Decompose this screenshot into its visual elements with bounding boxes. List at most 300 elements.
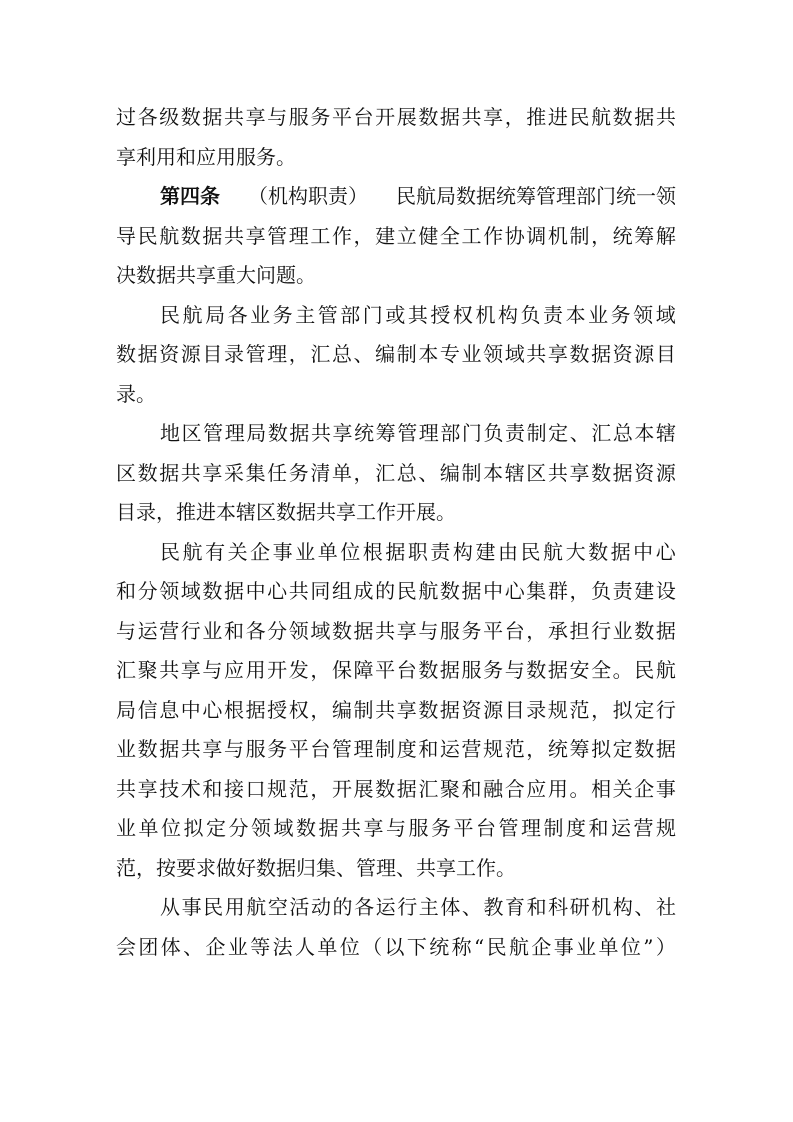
glyph: ，	[310, 697, 331, 722]
glyph: 理	[267, 342, 288, 366]
glyph: 共	[375, 697, 396, 722]
glyph: ，	[569, 579, 590, 603]
glyph: 目	[504, 697, 525, 722]
glyph: 筹	[375, 421, 396, 445]
text-line	[116, 612, 676, 652]
glyph: 服	[439, 618, 460, 643]
glyph: 源	[634, 342, 655, 366]
glyph: 领	[633, 302, 654, 327]
glyph: 用	[245, 658, 266, 682]
glyph: 共	[180, 460, 201, 485]
glyph: 汇	[418, 776, 439, 801]
glyph: 管	[317, 302, 338, 327]
glyph: 承	[547, 618, 568, 643]
glyph: 拟	[591, 737, 612, 761]
glyph: 平	[331, 105, 352, 129]
glyph: 共	[159, 658, 180, 682]
glyph: 体	[440, 895, 461, 919]
glyph: 数	[180, 223, 201, 248]
glyph: 行	[397, 895, 418, 919]
glyph: 进	[547, 105, 568, 129]
glyph: 数	[612, 105, 633, 129]
glyph: 资	[612, 342, 633, 366]
glyph: 共	[223, 223, 244, 248]
glyph: 定	[612, 737, 633, 761]
text-segment: 民航局数据统筹管理部门统一领	[396, 184, 676, 208]
glyph: 部	[340, 302, 361, 327]
glyph: 导	[116, 223, 136, 248]
glyph: “	[474, 934, 485, 959]
glyph: 健	[418, 223, 439, 248]
glyph: 协	[504, 223, 525, 248]
glyph: ）	[655, 934, 676, 959]
glyph: 据	[245, 697, 266, 722]
glyph: 工	[461, 223, 482, 248]
glyph: 据	[610, 539, 631, 564]
glyph: 接	[223, 776, 244, 801]
glyph: 等	[250, 934, 271, 959]
glyph: 育	[505, 895, 525, 919]
glyph: 业	[116, 816, 136, 840]
glyph: 数	[137, 460, 158, 485]
glyph: 营	[633, 816, 654, 840]
glyph: 据	[439, 658, 460, 682]
text-line: 目录，推进本辖区数据共享工作开展。	[116, 500, 456, 524]
text-line: 决数据共享重大问题。	[116, 263, 316, 287]
glyph: 单	[138, 816, 159, 840]
glyph: 规	[267, 776, 288, 801]
glyph: 务	[431, 816, 451, 840]
glyph: 运	[137, 618, 158, 643]
glyph: 数	[267, 421, 288, 445]
glyph: 营	[461, 737, 482, 761]
glyph: 行	[180, 618, 201, 643]
glyph: ，	[591, 223, 612, 248]
glyph: 分	[267, 618, 288, 643]
glyph: 平	[288, 737, 309, 761]
glyph: 局	[205, 302, 226, 327]
glyph: 授	[267, 697, 288, 722]
glyph: 享	[396, 618, 417, 643]
glyph: 共	[180, 737, 201, 761]
glyph: 位	[620, 934, 641, 959]
paragraph-first-line	[116, 296, 676, 336]
glyph: 称	[451, 934, 472, 959]
glyph: 建	[634, 579, 655, 603]
glyph: 事	[553, 934, 574, 959]
glyph: 区	[181, 421, 202, 445]
glyph: 目	[655, 342, 676, 366]
glyph: 据	[318, 816, 339, 840]
glyph: 与	[267, 105, 288, 129]
glyph: 以	[384, 934, 405, 959]
glyph: 据	[591, 342, 612, 366]
glyph: 保	[331, 658, 352, 682]
glyph: 数	[526, 658, 547, 682]
text-line: 享利用和应用服务。	[116, 144, 296, 169]
glyph: 中	[180, 697, 201, 722]
glyph: 源	[655, 460, 676, 485]
glyph: 主	[418, 895, 439, 919]
glyph: 共	[526, 342, 547, 366]
glyph: 范	[504, 737, 525, 761]
glyph: 数	[202, 579, 223, 603]
glyph: 共	[341, 816, 361, 840]
glyph: 民	[203, 895, 224, 919]
article-caption: （机构职责）	[248, 184, 368, 208]
glyph: 过	[116, 105, 136, 129]
article-heading-line	[116, 177, 676, 217]
glyph: 拟	[183, 816, 204, 840]
glyph: 规	[547, 697, 568, 722]
glyph: 心	[267, 579, 288, 603]
glyph: 运	[375, 895, 396, 919]
glyph: 、	[461, 895, 482, 919]
glyph: 数	[418, 697, 439, 722]
glyph: 。	[569, 776, 590, 801]
glyph: 、	[183, 934, 204, 959]
glyph: 享	[396, 697, 417, 722]
glyph: 本	[565, 302, 586, 327]
glyph: 共	[116, 776, 136, 801]
glyph: 务	[272, 302, 293, 327]
glyph: 事	[655, 776, 676, 801]
glyph: 构	[497, 302, 518, 327]
glyph: 制	[353, 697, 374, 722]
glyph: 领	[483, 342, 504, 366]
glyph: 用	[547, 776, 568, 801]
glyph: 域	[180, 579, 201, 603]
glyph: 集	[245, 460, 266, 485]
glyph: 展	[353, 776, 374, 801]
glyph: 数	[634, 618, 655, 643]
glyph: 汇	[375, 460, 396, 485]
glyph: 数	[375, 776, 396, 801]
glyph: 共	[288, 579, 309, 603]
glyph: 辖	[655, 421, 676, 445]
glyph: 的	[375, 579, 396, 603]
glyph: 平	[453, 816, 474, 840]
glyph: 开	[267, 658, 288, 682]
glyph: 应	[526, 776, 547, 801]
glyph: 推	[526, 105, 547, 129]
glyph: 务	[610, 302, 631, 327]
glyph: ，	[353, 223, 374, 248]
glyph: 数	[180, 105, 201, 129]
glyph: 制	[543, 816, 564, 840]
text-line: 范，按要求做好数据归集、管理、共享工作。	[116, 855, 516, 880]
glyph: 心	[504, 579, 525, 603]
glyph: 领	[288, 618, 309, 643]
glyph: 术	[180, 776, 201, 801]
glyph: 共	[655, 105, 676, 129]
glyph: 统	[354, 421, 375, 445]
glyph: 享	[483, 105, 504, 129]
glyph: 中	[245, 579, 266, 603]
glyph: 据	[396, 776, 417, 801]
glyph: 、	[634, 895, 655, 919]
text-line	[116, 730, 676, 770]
glyph: 享	[569, 460, 590, 485]
glyph: 据	[439, 105, 460, 129]
glyph: 法	[272, 934, 293, 959]
glyph: 有	[205, 539, 226, 564]
glyph: 位	[161, 816, 181, 840]
glyph: 由	[497, 539, 518, 564]
glyph: 据	[223, 579, 244, 603]
glyph: 职	[407, 539, 428, 564]
glyph: 规	[656, 816, 676, 840]
glyph: 录	[526, 697, 547, 722]
text-line	[116, 928, 676, 968]
glyph: 据	[289, 421, 310, 445]
glyph: 享	[332, 421, 353, 445]
glyph: 享	[245, 105, 266, 129]
glyph: 源	[180, 342, 201, 366]
glyph: 行	[591, 618, 612, 643]
glyph: 事	[181, 895, 202, 919]
glyph: 统	[429, 934, 450, 959]
glyph: 域	[310, 618, 331, 643]
glyph: ，	[526, 737, 547, 761]
glyph: 平	[375, 658, 396, 682]
glyph: 合	[504, 776, 525, 801]
glyph: 安	[569, 658, 590, 682]
glyph: 群	[547, 579, 568, 603]
glyph: 部	[440, 421, 461, 445]
glyph: 中	[633, 539, 654, 564]
glyph: 责	[543, 302, 564, 327]
glyph: 总	[612, 421, 633, 445]
glyph: 数	[296, 816, 316, 840]
glyph: 据	[461, 579, 482, 603]
glyph: 总	[331, 342, 352, 366]
glyph: 理	[224, 421, 245, 445]
glyph: 专	[439, 342, 460, 366]
glyph: 定	[548, 421, 569, 445]
glyph: 数	[439, 579, 460, 603]
glyph: 企	[250, 539, 271, 564]
glyph: 心	[202, 697, 223, 722]
glyph: 台	[310, 737, 331, 761]
glyph: 门	[461, 421, 482, 445]
glyph: 和	[461, 776, 482, 801]
glyph: 目	[202, 342, 223, 366]
glyph: 息	[159, 697, 180, 722]
glyph: 建	[375, 223, 396, 248]
glyph: 运	[439, 737, 460, 761]
glyph: 民	[160, 539, 180, 564]
glyph: 据	[439, 697, 460, 722]
glyph: 。	[612, 658, 633, 682]
glyph: 区	[526, 460, 547, 485]
glyph: 数	[331, 618, 352, 643]
glyph: 数	[418, 105, 439, 129]
glyph: 民	[634, 658, 655, 682]
glyph: 务	[461, 618, 482, 643]
glyph: 航	[159, 223, 180, 248]
glyph: 采	[223, 460, 244, 485]
glyph: 航	[543, 539, 564, 564]
glyph: 同	[310, 579, 331, 603]
glyph: 事	[272, 539, 293, 564]
glyph: 民	[137, 223, 158, 248]
glyph: 据	[655, 737, 676, 761]
glyph: 汇	[591, 421, 612, 445]
glyph: 度	[566, 816, 586, 840]
glyph: 享	[180, 658, 201, 682]
glyph: 数	[418, 658, 439, 682]
glyph: 共	[223, 105, 244, 129]
glyph: 分	[137, 579, 158, 603]
glyph: 各	[227, 302, 248, 327]
glyph: 据	[137, 342, 158, 366]
glyph: 权	[452, 302, 473, 327]
glyph: ，	[310, 776, 331, 801]
glyph: 作	[331, 223, 352, 248]
glyph: 域	[273, 816, 294, 840]
glyph: 业	[295, 539, 316, 564]
glyph: 数	[137, 737, 158, 761]
glyph: 单	[598, 934, 619, 959]
glyph: ，	[353, 460, 374, 485]
glyph: 据	[202, 223, 223, 248]
glyph: 责	[505, 421, 525, 445]
glyph: 和	[588, 816, 609, 840]
glyph: 民	[396, 579, 417, 603]
glyph: 数	[634, 737, 655, 761]
glyph: ，	[591, 697, 612, 722]
glyph: 、	[353, 342, 374, 366]
glyph: 务	[310, 105, 331, 129]
glyph: 业	[116, 737, 136, 761]
glyph: 航	[508, 934, 529, 959]
glyph: 口	[245, 776, 266, 801]
glyph: 享	[137, 776, 158, 801]
glyph: 服	[245, 737, 266, 761]
glyph: 展	[396, 105, 417, 129]
glyph: 运	[611, 816, 631, 840]
glyph: 制	[569, 223, 590, 248]
glyph: 业	[612, 618, 633, 643]
glyph: 从	[160, 895, 180, 919]
glyph: 业	[588, 302, 609, 327]
glyph: 活	[289, 895, 310, 919]
glyph: 各	[137, 105, 158, 129]
glyph: 数	[569, 342, 590, 366]
glyph: 用	[224, 895, 245, 919]
glyph: 制	[526, 421, 547, 445]
glyph: 的	[332, 895, 353, 919]
glyph: 立	[396, 223, 417, 248]
glyph: 全	[439, 223, 460, 248]
glyph: 本	[418, 342, 439, 366]
glyph: 和	[418, 737, 439, 761]
glyph: 理	[521, 816, 541, 840]
glyph: 空	[267, 895, 288, 919]
glyph: ，	[526, 618, 547, 643]
glyph: 局	[246, 421, 267, 445]
glyph: 资	[159, 342, 180, 366]
glyph: 负	[520, 302, 541, 327]
glyph: 企	[634, 776, 655, 801]
glyph: 管	[245, 342, 266, 366]
glyph: 平	[483, 618, 504, 643]
glyph: 录	[223, 342, 244, 366]
glyph: 定	[206, 816, 226, 840]
glyph: 各	[354, 895, 375, 919]
glyph: 、	[418, 460, 439, 485]
glyph: 开	[375, 105, 396, 129]
glyph: 单	[317, 934, 338, 959]
glyph: 聚	[137, 658, 158, 682]
glyph: 信	[137, 697, 158, 722]
glyph: 本	[634, 421, 655, 445]
text-line	[116, 770, 676, 810]
glyph: 民	[486, 934, 507, 959]
glyph: 企	[531, 934, 552, 959]
glyph: 与	[116, 618, 136, 643]
glyph: 成	[353, 579, 374, 603]
glyph: 域	[504, 342, 525, 366]
glyph: 权	[288, 697, 309, 722]
glyph: 机	[547, 223, 568, 248]
glyph: 局	[116, 697, 136, 722]
glyph: 与	[418, 618, 439, 643]
glyph: 享	[202, 737, 223, 761]
glyph: 教	[483, 895, 504, 919]
glyph: 责	[612, 579, 633, 603]
glyph: 动	[310, 895, 331, 919]
glyph: 位	[340, 539, 361, 564]
glyph: 设	[655, 579, 676, 603]
glyph: 制	[461, 460, 482, 485]
glyph: 共	[547, 460, 568, 485]
glyph: 汇	[116, 658, 136, 682]
glyph: 社	[655, 895, 676, 919]
glyph: 共	[461, 105, 482, 129]
glyph: 单	[317, 539, 338, 564]
text-line	[116, 809, 676, 849]
text-line: 录。	[116, 381, 156, 406]
glyph: 作	[483, 223, 504, 248]
glyph: 地	[160, 421, 180, 445]
glyph: 编	[331, 697, 352, 722]
glyph: 台	[353, 105, 374, 129]
glyph: 体	[160, 934, 181, 959]
glyph: 源	[483, 697, 504, 722]
text-line	[116, 98, 676, 138]
glyph: 与	[202, 658, 223, 682]
glyph: 资	[461, 697, 482, 722]
glyph: 相	[591, 776, 612, 801]
glyph: 和	[116, 579, 136, 603]
glyph: 台	[476, 816, 496, 840]
glyph: 理	[353, 737, 374, 761]
glyph: 根	[223, 697, 244, 722]
glyph: 担	[569, 618, 590, 643]
glyph: 机	[475, 302, 496, 327]
glyph: 资	[634, 460, 655, 485]
glyph: 融	[483, 776, 504, 801]
glyph: 营	[159, 618, 180, 643]
glyph: 据	[159, 737, 180, 761]
glyph: （	[362, 934, 383, 959]
glyph: 汇	[310, 342, 331, 366]
glyph: 辖	[504, 460, 525, 485]
glyph: 规	[483, 737, 504, 761]
glyph: 据	[655, 618, 676, 643]
